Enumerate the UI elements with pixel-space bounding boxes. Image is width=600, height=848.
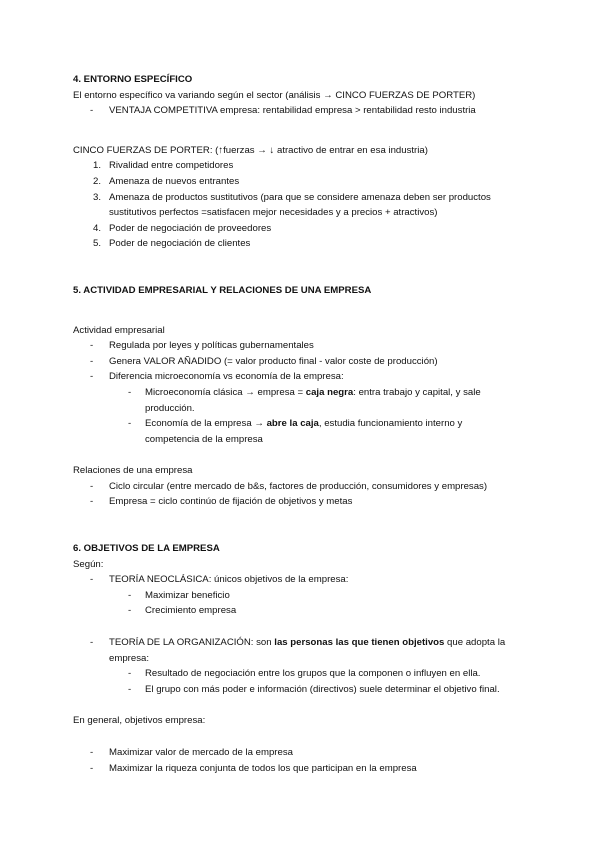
general-label: En general, objetivos empresa: [73,715,206,727]
relaciones-subtitle: Relaciones de una empresa [73,465,193,477]
list-item: - Economía de la empresa → abre la caja, estudia funcionamiento interno y competencia de la empresa [128,418,463,445]
section-4-bullets [73,103,543,119]
list-item: - Resultado de negociación entre los grupos que la componen o influyen en ella. [128,668,481,680]
section-4-intro: El entorno específico va variando según el sector (análisis → CINCO FUERZAS DE PORTER) [73,89,476,101]
organizacion-list [73,635,543,666]
list-item: 5. Poder de negociación de clientes [93,238,251,250]
teorias-list [73,572,543,588]
segun-label: Según: [73,558,104,570]
list-item: - El grupo con más poder e información (directivos) suele determinar el objetivo final. [128,683,500,695]
list-item: - Maximizar beneficio [128,589,230,601]
list-item: - Crecimiento empresa [128,605,237,617]
list-item: - Regulada por leyes y políticas gubernamentales [90,340,314,352]
relaciones-bullets [73,479,543,510]
document-content [73,72,543,776]
list-item: - Diferencia microeconomía vs economía de la empresa: [90,371,344,383]
list-item: - TEORÍA DE LA ORGANIZACIÓN: son las personas las que tienen objetivos que adopta la empresa: [90,637,506,664]
section-6-title: 6. OBJETIVOS DE LA EMPRESA [73,543,220,555]
list-item: 3. Amenaza de productos sustitutivos (para que se considere amenaza deben ser productos sustitutivos perfectos =satisfacen mejor necesidades y a precios + atractivos) [93,191,491,219]
organizacion-subbullets [73,666,543,697]
section-5-title: 5. ACTIVIDAD EMPRESARIAL Y RELACIONES DE UNA EMPRESA [73,284,372,296]
list-item: - Ciclo circular (entre mercado de b&s, factores de producción, consumidores y empresas) [90,480,488,492]
list-item: 4. Poder de negociación de proveedores [93,222,272,234]
economia-subbullets [73,385,543,447]
general-bullets [73,745,543,776]
list-item: 2. Amenaza de nuevos entrantes [93,175,240,187]
list-item: - Maximizar la riqueza conjunta de todos los que participan en la empresa [90,762,417,774]
actividad-subtitle: Actividad empresarial [73,324,165,336]
actividad-bullets [73,338,543,385]
list-item: - Empresa = ciclo continúo de fijación de objetivos y metas [90,496,353,508]
porter-forces-list [73,158,543,252]
list-item: 1. Rivalidad entre competidores [93,160,234,172]
list-item: - Maximizar valor de mercado de la empresa [90,747,293,758]
neoclasica-subbullets [73,588,543,619]
porter-intro: CINCO FUERZAS DE PORTER: (↑fuerzas → ↓ atractivo de entrar en esa industria) [73,144,428,156]
list-item: - VENTAJA COMPETITIVA empresa: rentabilidad empresa > rentabilidad resto industria [90,105,476,117]
list-item: - TEORÍA NEOCLÁSICA: únicos objetivos de la empresa: [90,574,349,586]
section-4-title: 4. ENTORNO ESPECÍFICO [73,74,193,85]
list-item: - Genera VALOR AÑADIDO (= valor producto final - valor coste de producción) [90,355,438,367]
list-item: - Microeconomía clásica → empresa = caja negra: entra trabajo y capital, y sale producción. [128,386,481,414]
